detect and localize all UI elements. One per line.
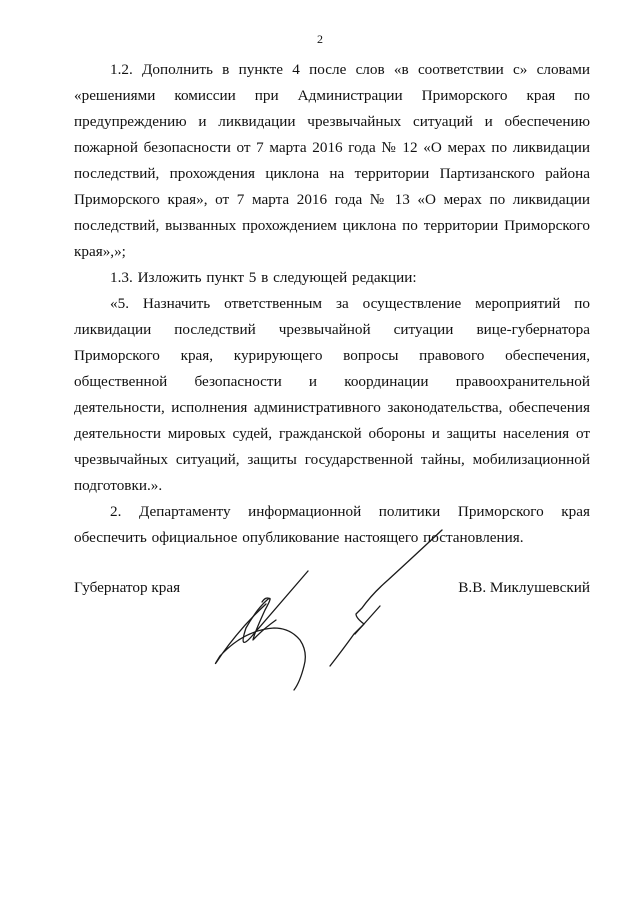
handwritten-signature (204, 524, 504, 699)
page-number: 2 (317, 32, 323, 46)
paragraph-item-5: «5. Назначить ответственным за осуществление мероприятий по ликвидации последствий чрезвычайной ситуации вице-губернатора Приморского края, курирующего вопросы правового обеспечения, общественной безопасности и координации правоохранительной деятельности, исполнения административного законодательства, обеспечения деятельности мировых судей, гражданской обороны и защиты населения от чрезвычайных ситуаций, защиты государственной тайны, мобилизационной подготовки.». (74, 295, 590, 494)
document-body (74, 57, 590, 551)
signer-name: В.В. Миклушевский (458, 579, 590, 596)
paragraph-2: 2. Департаменту информационной политики Приморского края обеспечить официальное опубликование настоящего постановления. (74, 503, 590, 546)
signature-block (74, 569, 590, 699)
paragraph-1-2: 1.2. Дополнить в пункте 4 после слов «в соответствии с» словами «решениями комиссии при Администрации Приморского края по предупреждению и ликвидации чрезвычайных ситуаций и обеспечению пожарной безопасности от 7 марта 2016 года № 12 «О мерах по ликвидации последствий, прохождения циклона на территории Партизанского района Приморского края», от 7 марта 2016 года № 13 «О мерах по ликвидации последствий, вызванных прохождением циклона по территории Приморского края»,»; (74, 61, 590, 260)
signer-position: Губернатор края (74, 579, 181, 596)
paragraph-1-3: 1.3. Изложить пункт 5 в следующей редакции: (110, 269, 417, 286)
